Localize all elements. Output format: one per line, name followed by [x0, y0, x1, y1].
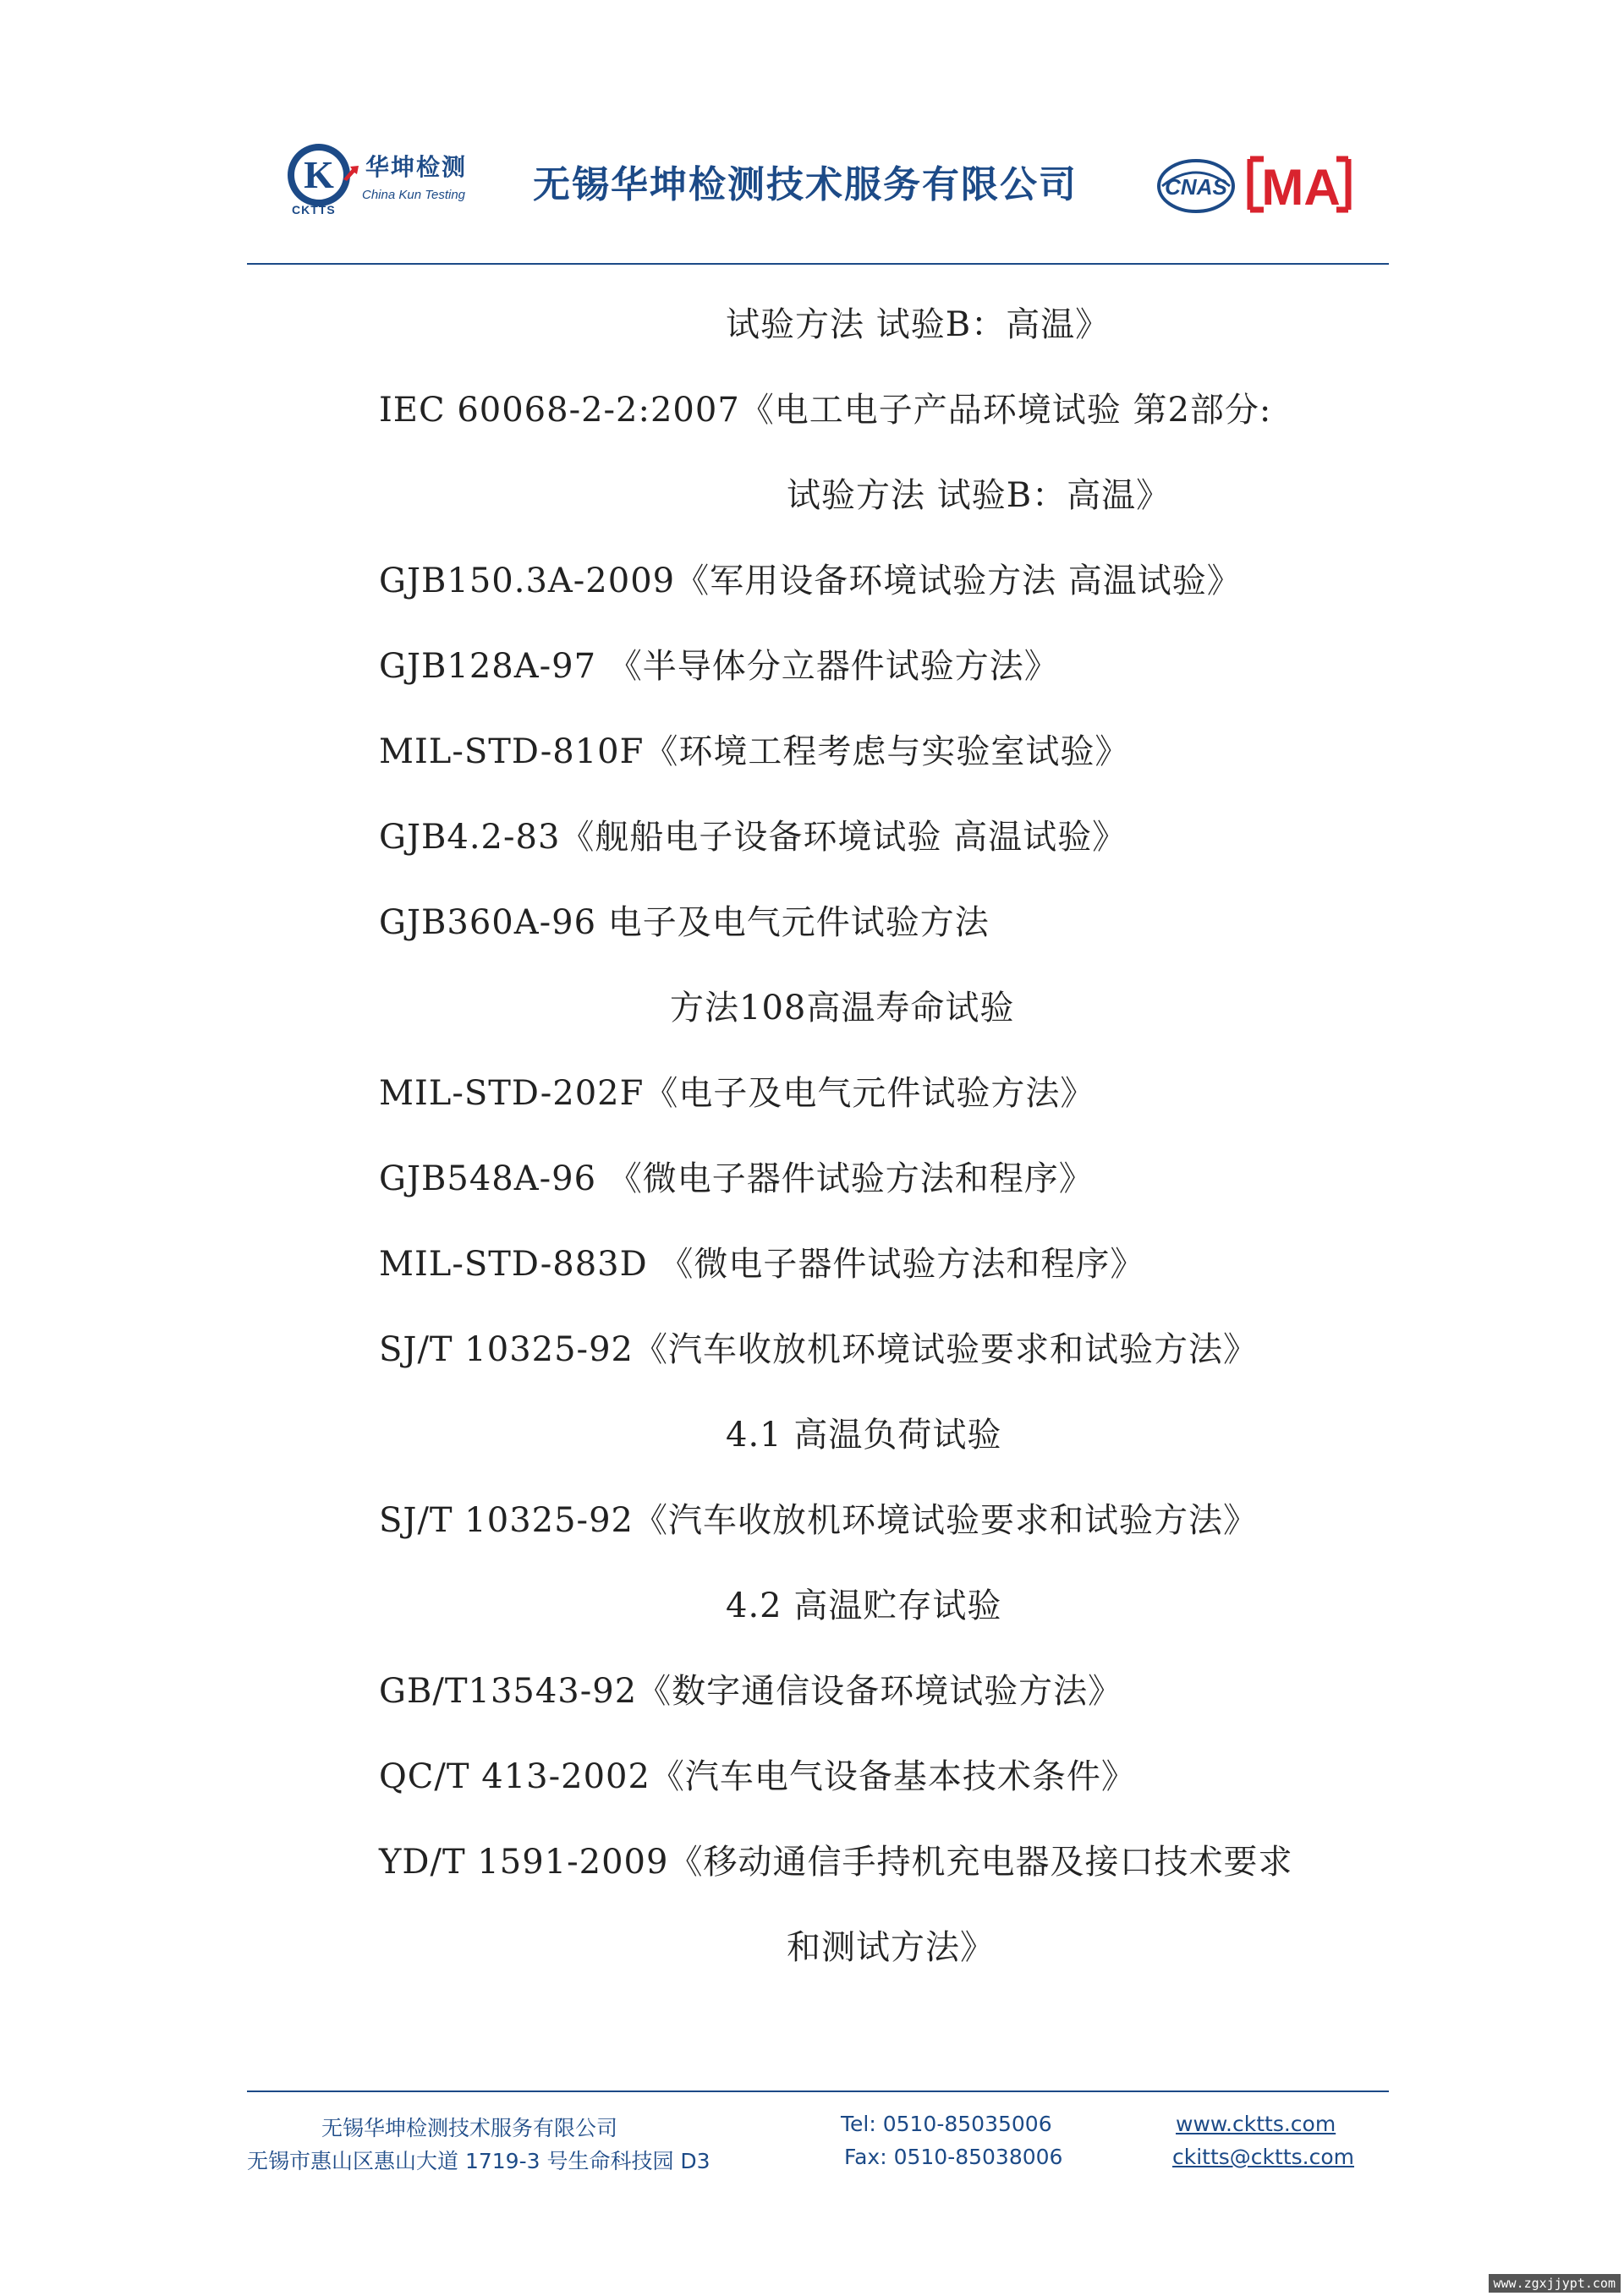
body-line: 方法108高温寿命试验 — [670, 989, 1015, 1027]
logo-english-name: China Kun Testing — [362, 188, 466, 202]
body-line: MIL-STD-810F《环境工程考虑与实验室试验》 — [379, 732, 1130, 771]
body-line: QC/T 413-2002《汽车电气设备基本技术条件》 — [379, 1757, 1136, 1796]
body-line: 4.2 高温贮存试验 — [726, 1586, 1002, 1625]
body-line: YD/T 1591-2009《移动通信手持机充电器及接口技术要求 — [379, 1843, 1293, 1882]
footer-divider — [247, 2091, 1389, 2092]
watermark: www.zgxjjypt.com — [1489, 2274, 1621, 2293]
body-line: GJB4.2-83《舰船电子设备环境试验 高温试验》 — [379, 818, 1127, 857]
company-title: 无锡华坤检测技术服务有限公司 — [533, 163, 1078, 206]
body-line: IEC 60068-2-2:2007《电工电子产品环境试验 第2部分: — [379, 391, 1272, 430]
body-line: MIL-STD-202F《电子及电气元件试验方法》 — [379, 1074, 1095, 1113]
body-line: GB/T13543-92《数字通信设备环境试验方法》 — [379, 1672, 1123, 1711]
body-line: MIL-STD-883D 《微电子器件试验方法和程序》 — [379, 1245, 1145, 1284]
logo-cktts-text: CKTTS — [292, 203, 336, 216]
footer-tel: Tel: 0510-85035006 — [841, 2112, 1052, 2136]
body-line: 试验方法 试验B：高温》 — [726, 305, 1111, 344]
body-line: GJB128A-97 《半导体分立器件试验方法》 — [379, 647, 1059, 686]
ma-mark-text: MA — [1261, 159, 1341, 216]
footer-website-link[interactable]: www.cktts.com — [1176, 2112, 1336, 2136]
footer-email-link[interactable]: ckitts@cktts.com — [1172, 2145, 1354, 2169]
footer-fax: Fax: 0510-85038006 — [844, 2145, 1063, 2169]
body-line: GJB548A-96 《微电子器件试验方法和程序》 — [379, 1159, 1094, 1198]
cnas-mark-text: CNAS — [1165, 174, 1227, 200]
logo-arrow-icon — [342, 164, 360, 183]
company-logo-icon — [288, 144, 350, 206]
footer-address: 无锡市惠山区惠山大道 1719-3 号生命科技园 D3 — [247, 2149, 710, 2173]
certification-marks-icon — [1157, 152, 1353, 216]
body-line: SJ/T 10325-92《汽车收放机环境试验要求和试验方法》 — [379, 1330, 1258, 1369]
logo-letter: K — [304, 153, 334, 196]
body-line: 试验方法 试验B：高温》 — [787, 476, 1171, 515]
body-line: SJ/T 10325-92《汽车收放机环境试验要求和试验方法》 — [379, 1501, 1258, 1540]
body-line: 和测试方法》 — [787, 1928, 995, 1967]
body-line: 4.1 高温负荷试验 — [726, 1416, 1002, 1455]
logo-chinese-name: 华坤检测 — [365, 153, 468, 181]
header-divider — [247, 263, 1389, 265]
body-line: GJB150.3A-2009《军用设备环境试验方法 高温试验》 — [379, 562, 1242, 600]
body-line: GJB360A-96 电子及电气元件试验方法 — [379, 903, 990, 942]
footer-company: 无锡华坤检测技术服务有限公司 — [321, 2116, 618, 2140]
